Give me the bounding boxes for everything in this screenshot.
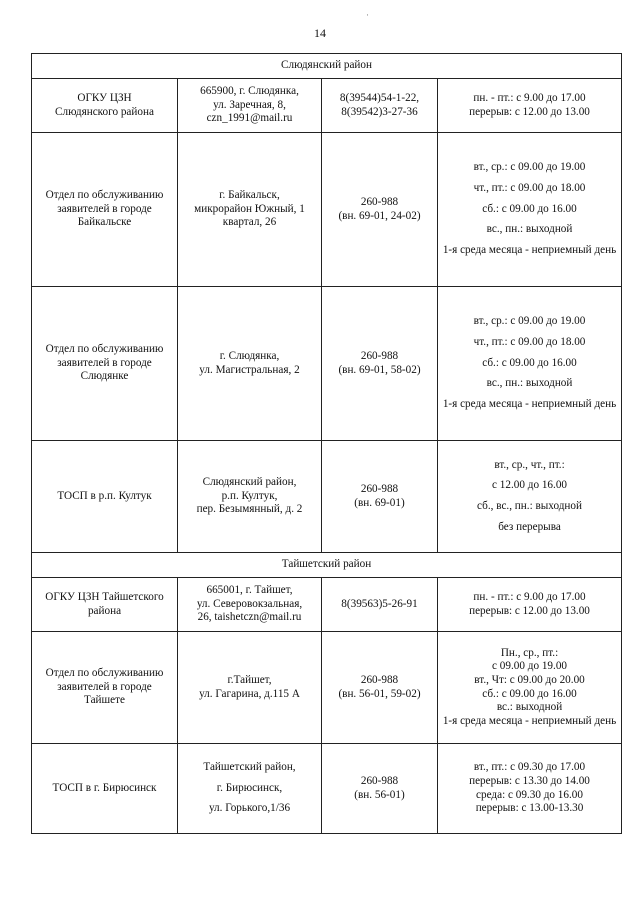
address-line: Слюдянский район, xyxy=(202,476,297,489)
address-line: г. Бирюсинск, xyxy=(216,781,283,794)
hours-line: среда: с 09.30 до 16.00 xyxy=(476,788,583,801)
office-name-cell xyxy=(32,744,178,834)
hours-line: пн. - пт.: с 9.00 до 17.00 xyxy=(473,590,586,603)
table-row xyxy=(32,578,622,632)
hours-line: перерыв: с 13.00-13.30 xyxy=(475,802,584,815)
table-row xyxy=(32,632,622,744)
office-name-line: ТОСП в г. Бирюсинск xyxy=(52,781,157,794)
phone-cell xyxy=(322,632,438,744)
hours-cell xyxy=(438,744,622,834)
phone-line: (вн. 69-01, 24-02) xyxy=(338,209,421,222)
hours-line: Пн., ср., пт.: xyxy=(500,646,559,659)
hours-line: 1-я среда месяца - неприемный день xyxy=(442,397,617,410)
office-name-line: ОГКУ ЦЗН Тайшетского xyxy=(45,590,164,603)
office-name-line: Отдел по обслуживанию xyxy=(45,667,164,680)
hours-cell xyxy=(438,287,622,441)
office-name-line: Отдел по обслуживанию xyxy=(45,189,164,202)
phone-line: (вн. 56-01) xyxy=(354,788,405,801)
hours-cell xyxy=(438,79,622,133)
table-row xyxy=(32,441,622,553)
phone-line: 260-988 xyxy=(360,349,399,362)
address-line: квартал, 26 xyxy=(222,216,277,229)
table-row xyxy=(32,133,622,287)
address-cell xyxy=(178,133,322,287)
office-name-line: Слюдянского района xyxy=(55,105,154,118)
phone-cell xyxy=(322,744,438,834)
hours-line: 1-я среда месяца - неприемный день xyxy=(442,714,617,727)
region-heading: Тайшетский район xyxy=(32,553,622,578)
office-name-cell xyxy=(32,632,178,744)
office-name-line: заявителей в городе xyxy=(57,680,152,693)
hours-line: чт., пт.: с 09.00 до 18.00 xyxy=(473,182,586,195)
address-line: г. Слюдянка, xyxy=(219,349,280,362)
hours-line: без перерыва xyxy=(498,520,561,533)
page-number: 14 xyxy=(314,26,326,40)
phone-line: (вн. 69-01, 58-02) xyxy=(338,363,421,376)
office-name-line: ТОСП в р.п. Култук xyxy=(57,489,152,502)
address-cell xyxy=(178,441,322,553)
hours-cell xyxy=(438,441,622,553)
hours-line: вс.: выходной xyxy=(496,701,563,714)
office-name-line: Тайшете xyxy=(84,694,125,707)
hours-line: перерыв: с 13.30 до 14.00 xyxy=(469,774,590,787)
phone-cell xyxy=(322,441,438,553)
hours-line: вт., Чт: с 09.00 до 20.00 xyxy=(474,673,585,686)
table-row xyxy=(32,287,622,441)
hours-line: сб.: с 09.00 до 16.00 xyxy=(482,687,577,700)
hours-cell xyxy=(438,133,622,287)
address-line: пер. Безымянный, д. 2 xyxy=(196,503,303,516)
address-line: 665001, г. Тайшет, xyxy=(206,584,293,597)
region-row xyxy=(32,553,622,578)
address-line: ул. Северовокзальная, xyxy=(196,597,303,610)
hours-line: 1-я среда месяца - неприемный день xyxy=(442,243,617,256)
address-line: ул. Заречная, 8, xyxy=(213,98,286,111)
office-name-line: Отдел по обслуживанию xyxy=(45,343,164,356)
phone-line: 8(39563)5-26-91 xyxy=(341,597,418,610)
hours-line: вт., ср.: с 09.00 до 19.00 xyxy=(473,315,586,328)
office-name-line: заявителей в городе xyxy=(57,356,152,369)
phone-cell xyxy=(322,79,438,133)
address-cell xyxy=(178,287,322,441)
hours-line: с 12.00 до 16.00 xyxy=(492,479,568,492)
address-line: р.п. Култук, xyxy=(221,489,278,502)
phone-line: 260-988 xyxy=(360,482,399,495)
address-cell xyxy=(178,79,322,133)
hours-line: пн. - пт.: с 9.00 до 17.00 xyxy=(473,91,586,104)
address-line: ул. Горького,1/36 xyxy=(208,802,291,815)
hours-cell xyxy=(438,578,622,632)
table-row xyxy=(32,79,622,133)
region-heading: Слюдянский район xyxy=(32,54,622,79)
phone-line: 8(39544)54-1-22, xyxy=(339,91,420,104)
hours-line: вт., ср., чт., пт.: xyxy=(494,458,565,471)
hours-line: вт., пт.: с 09.30 до 17.00 xyxy=(473,761,586,774)
address-line: г.Тайшет, xyxy=(227,673,272,686)
office-name-line: заявителей в городе xyxy=(57,202,152,215)
phone-line: 8(39542)3-27-36 xyxy=(341,105,418,118)
hours-line: сб., вс., пн.: выходной xyxy=(477,500,582,512)
office-name-cell xyxy=(32,287,178,441)
address-cell xyxy=(178,632,322,744)
address-line: г. Байкальск, xyxy=(219,189,280,202)
office-name-line: ОГКУ ЦЗН xyxy=(77,91,132,104)
table-row xyxy=(32,744,622,834)
hours-line: вт., ср.: с 09.00 до 19.00 xyxy=(473,161,586,174)
hours-line: сб.: с 09.00 до 16.00 xyxy=(482,356,577,369)
scan-mark: · xyxy=(366,10,369,20)
email-text: czn_1991@mail.ru xyxy=(206,112,293,125)
phone-cell xyxy=(322,287,438,441)
address-cell xyxy=(178,744,322,834)
address-cell xyxy=(178,578,322,632)
hours-line: перерыв: с 12.00 до 13.00 xyxy=(469,604,590,617)
office-name-cell xyxy=(32,441,178,553)
hours-line: сб.: с 09.00 до 16.00 xyxy=(482,202,577,215)
hours-line: перерыв: с 12.00 до 13.00 xyxy=(469,105,590,118)
phone-cell xyxy=(322,578,438,632)
hours-cell xyxy=(438,632,622,744)
phone-cell xyxy=(322,133,438,287)
hours-line: с 09.00 до 19.00 xyxy=(492,660,568,673)
address-line: ул. Магистральная, 2 xyxy=(199,363,300,376)
address-line: Тайшетский район, xyxy=(203,761,296,774)
hours-line: вс., пн.: выходной xyxy=(486,377,573,390)
hours-line: чт., пт.: с 09.00 до 18.00 xyxy=(473,336,586,349)
office-name-line: Слюдянке xyxy=(80,370,129,383)
phone-line: (вн. 69-01) xyxy=(354,496,405,509)
office-name-cell xyxy=(32,578,178,632)
address-line: 665900, г. Слюдянка, xyxy=(200,85,299,98)
office-name-cell xyxy=(32,133,178,287)
phone-line: 260-988 xyxy=(360,774,399,787)
hours-line: вс., пн.: выходной xyxy=(486,223,573,236)
address-line: микрорайон Южный, 1 xyxy=(194,202,305,215)
offices-table xyxy=(31,53,622,834)
phone-line: 260-988 xyxy=(360,673,399,686)
office-name-line: Байкальске xyxy=(77,216,132,229)
phone-line: (вн. 56-01, 59-02) xyxy=(338,687,421,700)
address-line: ул. Гагарина, д.115 А xyxy=(199,687,300,700)
region-row xyxy=(32,54,622,79)
office-name-cell xyxy=(32,79,178,133)
email-text: 26, taishetczn@mail.ru xyxy=(197,611,302,624)
office-name-line: района xyxy=(87,604,122,617)
phone-line: 260-988 xyxy=(360,195,399,208)
